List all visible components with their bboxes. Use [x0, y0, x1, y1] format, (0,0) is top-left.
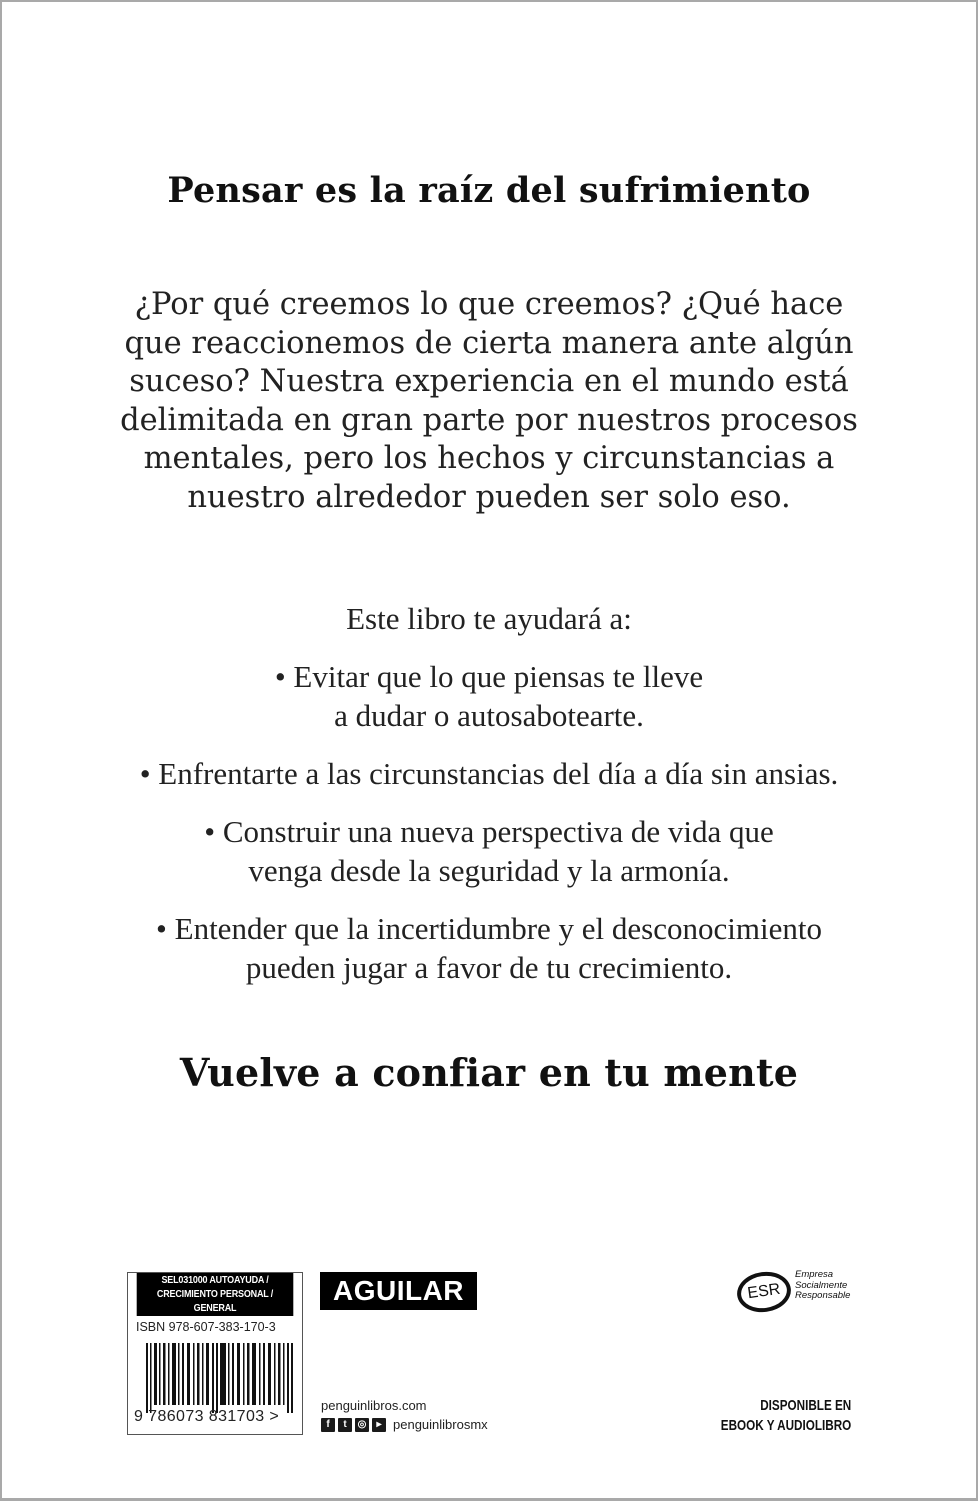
benefit-item	[0, 813, 978, 890]
esr-line: Socialmente	[795, 1279, 848, 1291]
description-line: que reaccionemos de cierta manera ante algún	[124, 325, 854, 361]
availability-note	[721, 1396, 851, 1436]
benefit-line: venga desde la seguridad y la armonía.	[248, 852, 730, 888]
website-link[interactable]: penguinlibros.com	[321, 1398, 427, 1413]
barcode-box	[127, 1272, 303, 1435]
benefits-intro: Este libro te ayudará a:	[346, 601, 632, 636]
availability-line: DISPONIBLE EN	[759, 1397, 851, 1414]
bisac-category	[137, 1273, 294, 1316]
description-line: delimitada en gran parte por nuestros procesos	[120, 402, 858, 438]
esr-line: Responsable	[795, 1290, 851, 1301]
esr-badge-icon: ESR	[734, 1268, 793, 1315]
benefit-item	[0, 910, 978, 987]
category-line: SEL031000 AUTOAYUDA /	[161, 1274, 269, 1286]
description-line: ¿Por qué creemos lo que creemos? ¿Qué hace	[134, 287, 844, 322]
facebook-icon[interactable]: f	[321, 1418, 335, 1432]
youtube-icon[interactable]: ▸	[372, 1418, 386, 1432]
availability-line: EBOOK Y AUDIOLIBRO	[720, 1417, 851, 1434]
benefit-line: • Evitar que lo que piensas te lleve	[274, 659, 704, 694]
social-handle[interactable]: penguinlibrosmx	[393, 1417, 488, 1432]
instagram-icon[interactable]: ◎	[355, 1418, 369, 1432]
benefit-item	[0, 755, 978, 794]
cover-title: Pensar es la raíz del sufrimiento	[167, 170, 811, 211]
description-line: mentales, pero los hechos y circunstancias a	[143, 441, 835, 477]
benefit-item	[0, 658, 978, 735]
esr-logo	[737, 1270, 867, 1320]
ean-number: 9 786073 831703 >	[134, 1408, 280, 1425]
benefit-line: pueden jugar a favor de tu crecimiento.	[245, 949, 733, 985]
aguilar-logo: AGUILAR	[320, 1272, 477, 1310]
benefit-line: a dudar o autosabotearte.	[334, 697, 644, 733]
esr-line: Empresa	[795, 1269, 834, 1280]
description-line: nuestro alrededor pueden ser solo eso.	[187, 479, 791, 515]
benefit-line: • Entender que la incertidumbre y el desconocimiento	[156, 911, 822, 946]
closing-tagline: Vuelve a confiar en tu mente	[179, 1050, 799, 1095]
isbn-label: ISBN 978-607-383-170-3	[136, 1320, 276, 1334]
esr-caption	[795, 1270, 850, 1302]
description-paragraph	[0, 286, 978, 518]
category-line: CRECIMIENTO PERSONAL / GENERAL	[156, 1288, 274, 1314]
social-links	[321, 1417, 488, 1432]
barcode-icon	[146, 1343, 296, 1413]
description-line: suceso? Nuestra experiencia en el mundo está	[129, 364, 849, 400]
benefit-line: • Construir una nueva perspectiva de vida que	[204, 814, 774, 849]
benefit-line: • Enfrentarte a las circunstancias del día a día sin ansias.	[139, 756, 839, 791]
twitter-icon[interactable]: t	[338, 1418, 352, 1432]
